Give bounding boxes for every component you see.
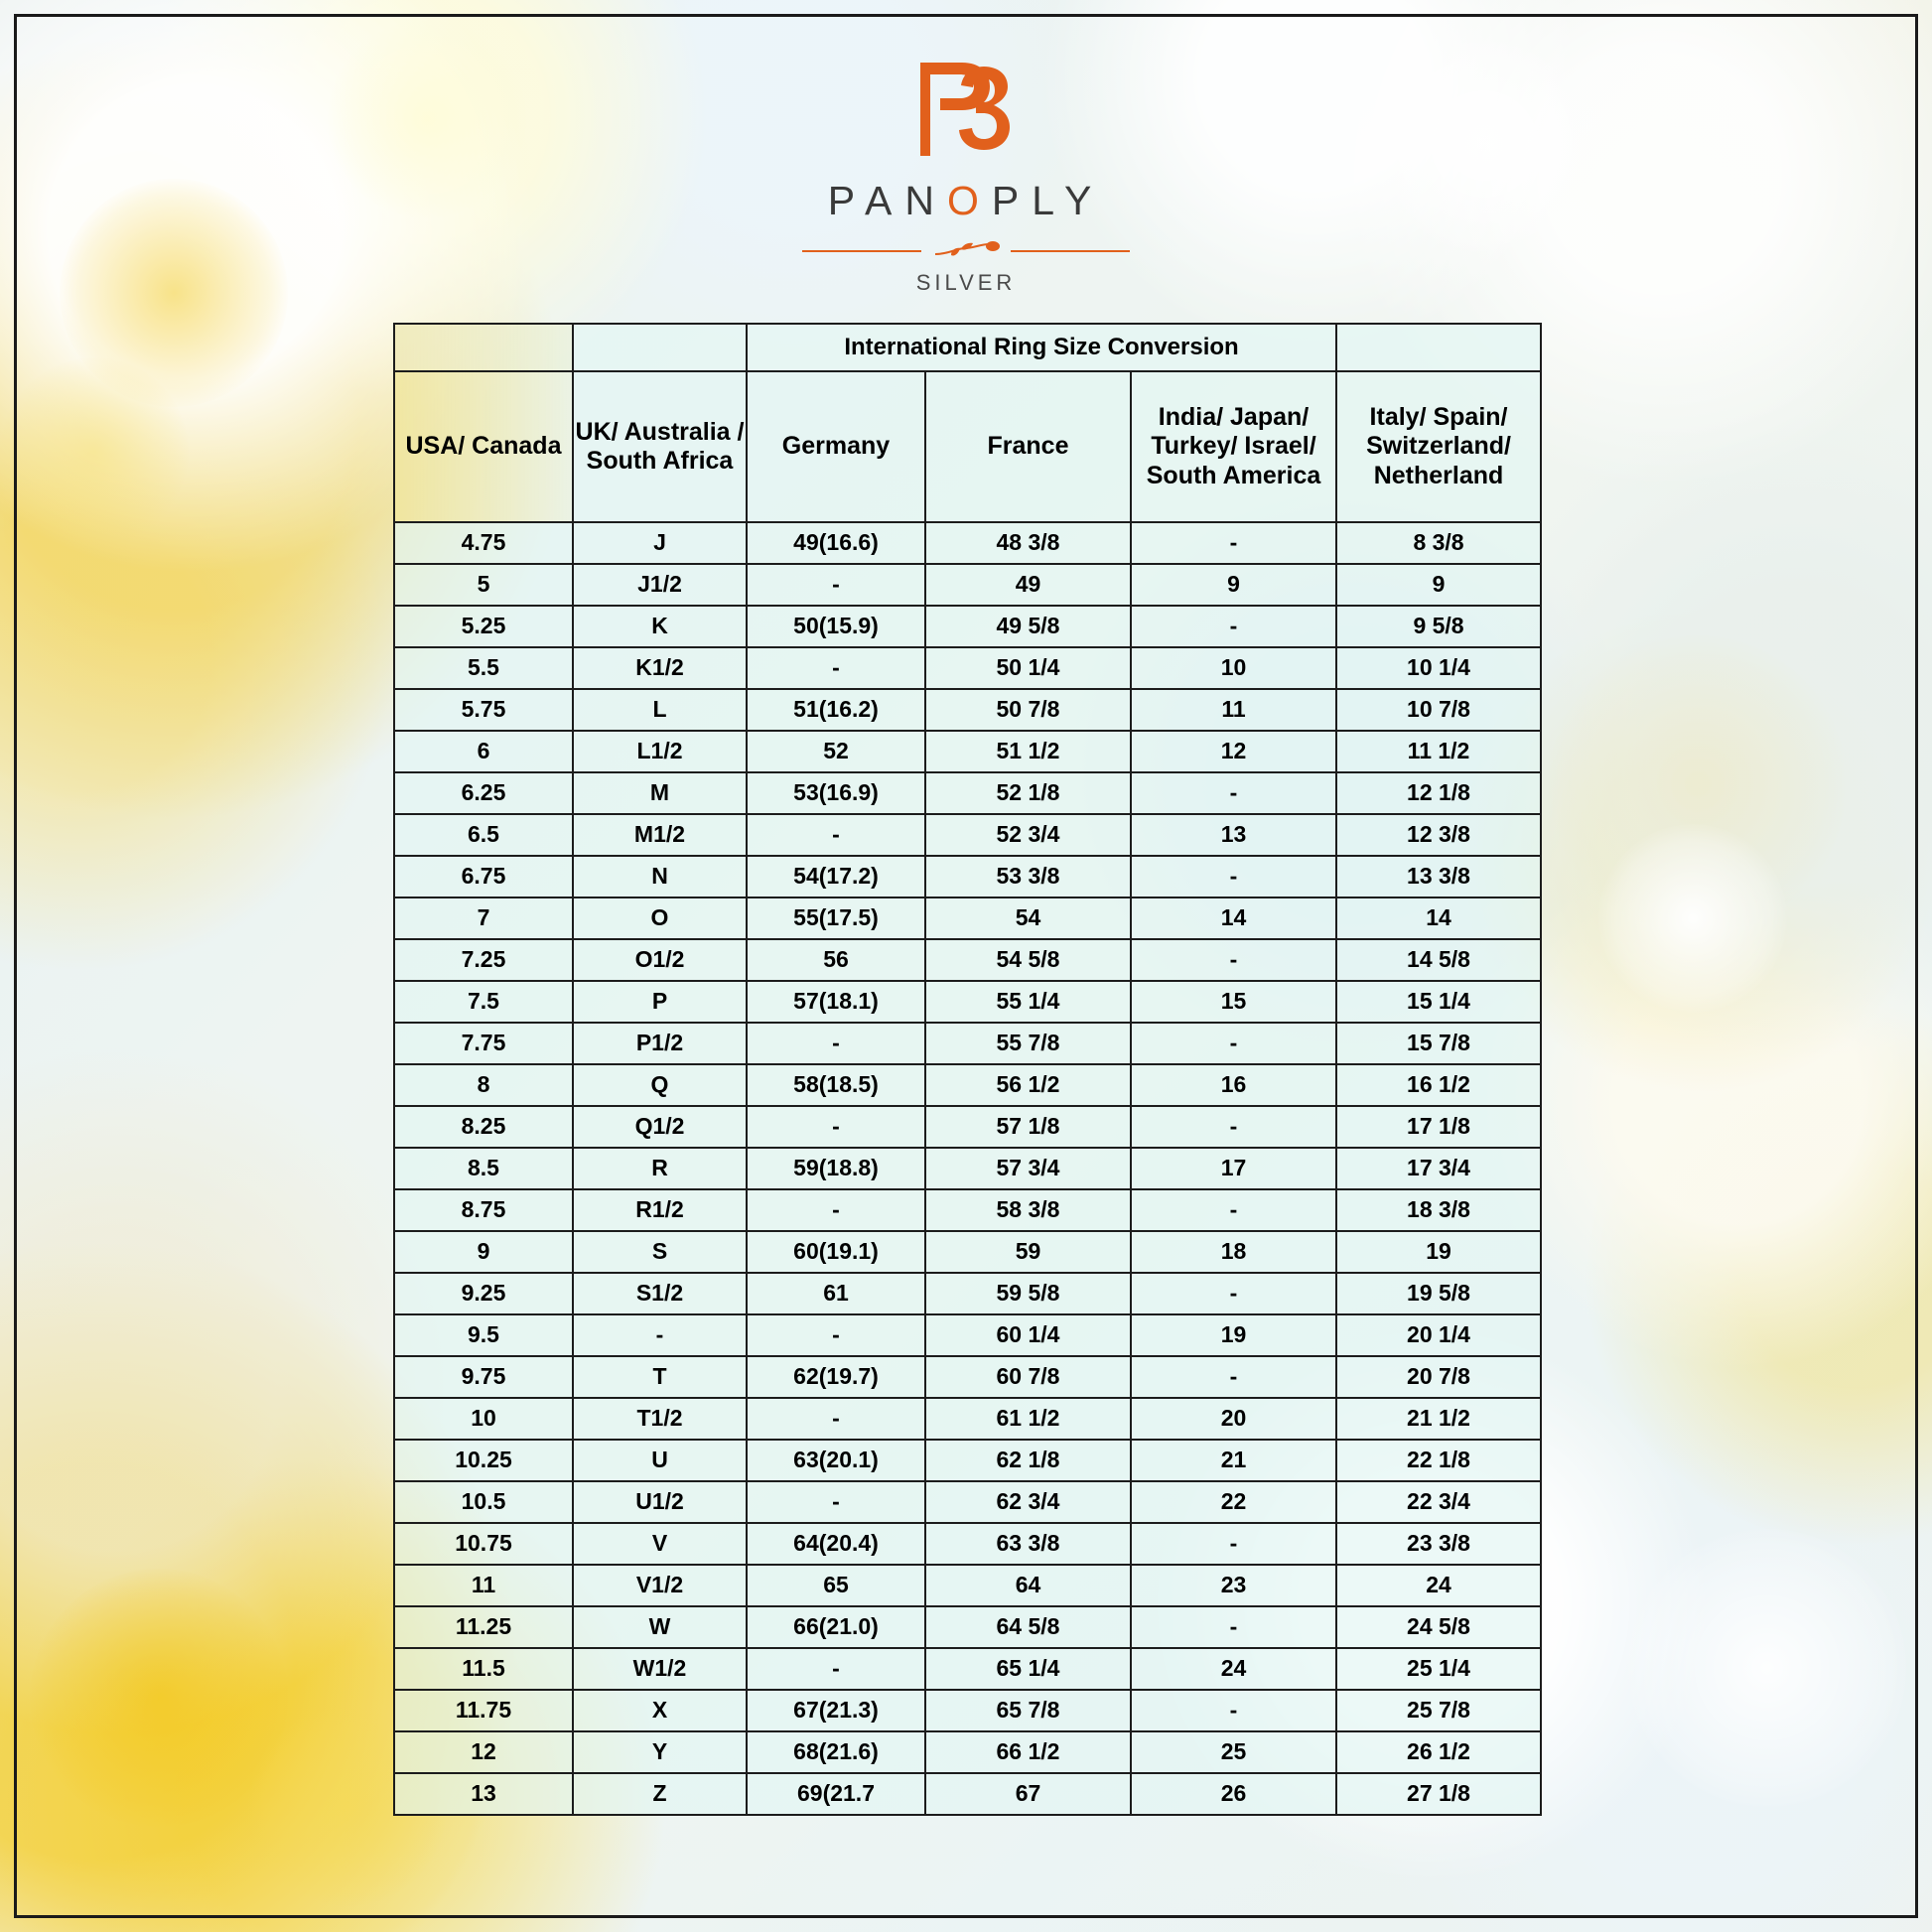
table-cell: T1/2 (573, 1398, 747, 1440)
table-cell: - (747, 1481, 925, 1523)
table-cell: 17 (1131, 1148, 1336, 1189)
table-cell: T (573, 1356, 747, 1398)
table-cell: 7 (394, 897, 573, 939)
table-cell: 52 3/4 (925, 814, 1131, 856)
table-cell: 8.5 (394, 1148, 573, 1189)
table-cell: 16 (1131, 1064, 1336, 1106)
table-cell: 11.5 (394, 1648, 573, 1690)
table-cell: 62 1/8 (925, 1440, 1131, 1481)
table-cell: 49 5/8 (925, 606, 1131, 647)
table-cell: 23 3/8 (1336, 1523, 1541, 1565)
table-cell: 56 (747, 939, 925, 981)
table-cell: 6.75 (394, 856, 573, 897)
table-cell: 25 7/8 (1336, 1690, 1541, 1731)
table-cell: Z (573, 1773, 747, 1815)
table-cell: 66(21.0) (747, 1606, 925, 1648)
table-row (394, 897, 1541, 939)
table-cell: 7.5 (394, 981, 573, 1023)
table-cell: 10 (394, 1398, 573, 1440)
table-cell: 13 (1131, 814, 1336, 856)
title-blank-cell (394, 324, 573, 371)
table-cell: 11.75 (394, 1690, 573, 1731)
table-cell: V (573, 1523, 747, 1565)
table-cell: 21 1/2 (1336, 1398, 1541, 1440)
table-cell: 17 3/4 (1336, 1148, 1541, 1189)
table-body (394, 522, 1541, 1815)
table-cell: 8.25 (394, 1106, 573, 1148)
table-cell: 65 7/8 (925, 1690, 1131, 1731)
table-cell: 15 7/8 (1336, 1023, 1541, 1064)
table-row (394, 1189, 1541, 1231)
table-cell: M1/2 (573, 814, 747, 856)
header-uk-australia-south-africa: UK/ Australia / South Africa (573, 371, 747, 522)
table-cell: R1/2 (573, 1189, 747, 1231)
table-cell: 24 5/8 (1336, 1606, 1541, 1648)
table-cell: 17 1/8 (1336, 1106, 1541, 1148)
table-cell: 60 1/4 (925, 1314, 1131, 1356)
table-cell: 5.5 (394, 647, 573, 689)
table-cell: 26 (1131, 1773, 1336, 1815)
table-cell: V1/2 (573, 1565, 747, 1606)
table-cell: O (573, 897, 747, 939)
table-cell: 11.25 (394, 1606, 573, 1648)
table-row (394, 647, 1541, 689)
table-cell: 6.25 (394, 772, 573, 814)
table-cell: 18 (1131, 1231, 1336, 1273)
table-cell: - (1131, 1690, 1336, 1731)
header-germany: Germany (747, 371, 925, 522)
divider-line-left (802, 250, 921, 252)
table-row (394, 856, 1541, 897)
table-cell: - (747, 1648, 925, 1690)
table-cell: S (573, 1231, 747, 1273)
table-title: International Ring Size Conversion (747, 324, 1336, 371)
table-cell: 8.75 (394, 1189, 573, 1231)
table-cell: P1/2 (573, 1023, 747, 1064)
table-cell: N (573, 856, 747, 897)
table-cell: 50 7/8 (925, 689, 1131, 731)
table-cell: 9.25 (394, 1273, 573, 1314)
table-row (394, 1231, 1541, 1273)
header-italy-spain-switzerland-netherland: Italy/ Spain/ Switzerland/ Netherland (1336, 371, 1541, 522)
table-cell: 5.75 (394, 689, 573, 731)
table-cell: - (747, 647, 925, 689)
table-row (394, 1064, 1541, 1106)
table-cell: 52 1/8 (925, 772, 1131, 814)
table-cell: 60(19.1) (747, 1231, 925, 1273)
table-title-row (394, 324, 1541, 371)
table-cell: 21 (1131, 1440, 1336, 1481)
table-cell: - (747, 1023, 925, 1064)
table-cell: 59(18.8) (747, 1148, 925, 1189)
table-row (394, 1440, 1541, 1481)
table-cell: 19 (1131, 1314, 1336, 1356)
table-cell: K (573, 606, 747, 647)
table-cell: 8 3/8 (1336, 522, 1541, 564)
table-row (394, 1106, 1541, 1148)
table-row (394, 1606, 1541, 1648)
table-cell: 12 (394, 1731, 573, 1773)
table-row (394, 1523, 1541, 1565)
table-cell: 9 5/8 (1336, 606, 1541, 647)
table-cell: 8 (394, 1064, 573, 1106)
table-cell: 16 1/2 (1336, 1064, 1541, 1106)
table-cell: 58 3/8 (925, 1189, 1131, 1231)
table-cell: 23 (1131, 1565, 1336, 1606)
table-cell: - (1131, 939, 1336, 981)
table-cell: 58(18.5) (747, 1064, 925, 1106)
brand-divider (0, 238, 1932, 264)
table-cell: 12 3/8 (1336, 814, 1541, 856)
table-row (394, 522, 1541, 564)
table-cell: 53 3/8 (925, 856, 1131, 897)
table-cell: 11 1/2 (1336, 731, 1541, 772)
table-cell: 9 (394, 1231, 573, 1273)
table-cell: 11 (1131, 689, 1336, 731)
table-cell: - (1131, 606, 1336, 647)
table-cell: 5 (394, 564, 573, 606)
table-row (394, 1314, 1541, 1356)
table-cell: 10 (1131, 647, 1336, 689)
table-cell: 14 5/8 (1336, 939, 1541, 981)
table-row (394, 939, 1541, 981)
table-row (394, 1481, 1541, 1523)
table-cell: 22 3/4 (1336, 1481, 1541, 1523)
table-cell: S1/2 (573, 1273, 747, 1314)
table-cell: - (1131, 1189, 1336, 1231)
table-row (394, 1398, 1541, 1440)
table-cell: - (747, 1314, 925, 1356)
table-cell: 24 (1131, 1648, 1336, 1690)
table-cell: 55(17.5) (747, 897, 925, 939)
table-row (394, 1648, 1541, 1690)
table-cell: 5.25 (394, 606, 573, 647)
table-cell: M (573, 772, 747, 814)
table-cell: 25 (1131, 1731, 1336, 1773)
table-cell: - (1131, 522, 1336, 564)
leaf-divider-icon (931, 238, 1001, 264)
table-cell: 56 1/2 (925, 1064, 1131, 1106)
table-cell: O1/2 (573, 939, 747, 981)
table-cell: P (573, 981, 747, 1023)
table-cell: 6.5 (394, 814, 573, 856)
table-cell: 50(15.9) (747, 606, 925, 647)
table-cell: - (747, 1106, 925, 1148)
table-cell: 57 3/4 (925, 1148, 1131, 1189)
table-cell: 7.75 (394, 1023, 573, 1064)
table-cell: 60 7/8 (925, 1356, 1131, 1398)
table-cell: 53(16.9) (747, 772, 925, 814)
table-cell: 9.5 (394, 1314, 573, 1356)
table-cell: 49(16.6) (747, 522, 925, 564)
table-cell: 14 (1131, 897, 1336, 939)
table-cell: 12 1/8 (1336, 772, 1541, 814)
table-cell: R (573, 1148, 747, 1189)
table-cell: 66 1/2 (925, 1731, 1131, 1773)
table-cell: 62(19.7) (747, 1356, 925, 1398)
table-cell: 6 (394, 731, 573, 772)
table-cell: 54 (925, 897, 1131, 939)
table-cell: 48 3/8 (925, 522, 1131, 564)
table-cell: 12 (1131, 731, 1336, 772)
table-cell: 61 1/2 (925, 1398, 1131, 1440)
table-cell: 63 3/8 (925, 1523, 1131, 1565)
header-france: France (925, 371, 1131, 522)
table-cell: - (747, 1398, 925, 1440)
brand-name-part-2: O (946, 178, 992, 223)
table-cell: 11 (394, 1565, 573, 1606)
table-cell: 18 3/8 (1336, 1189, 1541, 1231)
table-cell: L1/2 (573, 731, 747, 772)
table-cell: 64(20.4) (747, 1523, 925, 1565)
table-cell: 19 5/8 (1336, 1273, 1541, 1314)
table-cell: 27 1/8 (1336, 1773, 1541, 1815)
table-cell: W1/2 (573, 1648, 747, 1690)
table-cell: 64 (925, 1565, 1131, 1606)
table-cell: 59 (925, 1231, 1131, 1273)
table-cell: - (1131, 772, 1336, 814)
table-cell: 9 (1336, 564, 1541, 606)
brand-name-part-3: PLY (991, 178, 1105, 223)
title-blank-cell-2 (573, 324, 747, 371)
table-cell: L (573, 689, 747, 731)
table-cell: J1/2 (573, 564, 747, 606)
table-cell: 14 (1336, 897, 1541, 939)
table-cell: 10.25 (394, 1440, 573, 1481)
table-cell: 19 (1336, 1231, 1541, 1273)
table-cell: 20 1/4 (1336, 1314, 1541, 1356)
table-cell: - (747, 814, 925, 856)
table-cell: 51 1/2 (925, 731, 1131, 772)
table-cell: 15 (1131, 981, 1336, 1023)
table-row (394, 1690, 1541, 1731)
table-cell: 57(18.1) (747, 981, 925, 1023)
table-row (394, 772, 1541, 814)
table-row (394, 1731, 1541, 1773)
table-cell: X (573, 1690, 747, 1731)
table-cell: - (1131, 1606, 1336, 1648)
table-row (394, 1148, 1541, 1189)
table-cell: - (1131, 1523, 1336, 1565)
table-cell: - (747, 564, 925, 606)
table-cell: 10 7/8 (1336, 689, 1541, 731)
table-cell: - (1131, 1356, 1336, 1398)
table-row (394, 1356, 1541, 1398)
ring-size-table (393, 323, 1542, 1816)
table-row (394, 564, 1541, 606)
table-cell: 10.75 (394, 1523, 573, 1565)
table-header-row (394, 371, 1541, 522)
table-row (394, 1273, 1541, 1314)
table-cell: 61 (747, 1273, 925, 1314)
table-cell: Q (573, 1064, 747, 1106)
table-cell: 59 5/8 (925, 1273, 1131, 1314)
table-row (394, 1773, 1541, 1815)
table-cell: 50 1/4 (925, 647, 1131, 689)
table-cell: 57 1/8 (925, 1106, 1131, 1148)
table-cell: - (1131, 1023, 1336, 1064)
table-cell: 10 1/4 (1336, 647, 1541, 689)
table-cell: U (573, 1440, 747, 1481)
table-row (394, 731, 1541, 772)
table-cell: 49 (925, 564, 1131, 606)
table-cell: 13 3/8 (1336, 856, 1541, 897)
table-cell: 67(21.3) (747, 1690, 925, 1731)
table-cell: 22 (1131, 1481, 1336, 1523)
table-cell: - (573, 1314, 747, 1356)
table-row (394, 606, 1541, 647)
table-cell: 54 5/8 (925, 939, 1131, 981)
table-cell: 20 7/8 (1336, 1356, 1541, 1398)
table-cell: - (1131, 856, 1336, 897)
table-row (394, 1565, 1541, 1606)
table-cell: 65 (747, 1565, 925, 1606)
table-cell: 9 (1131, 564, 1336, 606)
table-cell: 65 1/4 (925, 1648, 1131, 1690)
table-cell: U1/2 (573, 1481, 747, 1523)
table-cell: 25 1/4 (1336, 1648, 1541, 1690)
panoply-monogram-icon (906, 55, 1026, 164)
table-cell: 26 1/2 (1336, 1731, 1541, 1773)
table-cell: 4.75 (394, 522, 573, 564)
divider-line-right (1011, 250, 1130, 252)
table-cell: 55 1/4 (925, 981, 1131, 1023)
brand-subtitle: SILVER (915, 270, 1017, 295)
table-cell: 15 1/4 (1336, 981, 1541, 1023)
table-cell: W (573, 1606, 747, 1648)
table-row (394, 981, 1541, 1023)
table-cell: Q1/2 (573, 1106, 747, 1148)
ring-size-table-wrap (393, 323, 1540, 1816)
table-cell: 63(20.1) (747, 1440, 925, 1481)
table-cell: Y (573, 1731, 747, 1773)
table-row (394, 814, 1541, 856)
table-cell: 64 5/8 (925, 1606, 1131, 1648)
brand-name-part-1: PAN (827, 178, 947, 223)
table-cell: 67 (925, 1773, 1131, 1815)
table-cell: K1/2 (573, 647, 747, 689)
table-row (394, 689, 1541, 731)
title-blank-cell-3 (1336, 324, 1541, 371)
table-cell: 52 (747, 731, 925, 772)
table-cell: 13 (394, 1773, 573, 1815)
table-cell: - (1131, 1106, 1336, 1148)
header-india-japan-turkey-israel-south-america: India/ Japan/ Turkey/ Israel/ South America (1131, 371, 1336, 522)
table-cell: 54(17.2) (747, 856, 925, 897)
table-cell: - (1131, 1273, 1336, 1314)
table-row (394, 1023, 1541, 1064)
table-cell: 22 1/8 (1336, 1440, 1541, 1481)
table-cell: 9.75 (394, 1356, 573, 1398)
table-cell: 62 3/4 (925, 1481, 1131, 1523)
table-cell: J (573, 522, 747, 564)
table-cell: 55 7/8 (925, 1023, 1131, 1064)
table-cell: 51(16.2) (747, 689, 925, 731)
table-cell: - (747, 1189, 925, 1231)
brand-name (0, 178, 1932, 224)
brand-logo-block (0, 55, 1932, 296)
table-cell: 24 (1336, 1565, 1541, 1606)
table-cell: 68(21.6) (747, 1731, 925, 1773)
header-usa-canada: USA/ Canada (394, 371, 573, 522)
table-cell: 10.5 (394, 1481, 573, 1523)
table-cell: 20 (1131, 1398, 1336, 1440)
table-cell: 69(21.7 (747, 1773, 925, 1815)
table-cell: 7.25 (394, 939, 573, 981)
